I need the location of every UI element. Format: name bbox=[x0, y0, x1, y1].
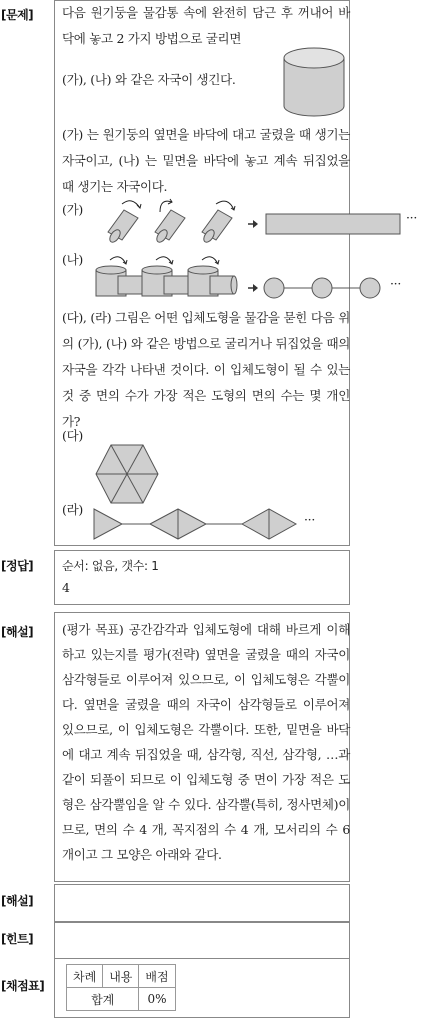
cylinder-figure bbox=[282, 46, 346, 120]
scoring-table bbox=[66, 964, 176, 1011]
scoring-total-label: 합계 bbox=[67, 988, 139, 1011]
label-na: (나) bbox=[62, 252, 83, 267]
triangle-print-ra bbox=[94, 507, 300, 541]
label-da: (다) bbox=[62, 428, 83, 443]
problem-paragraph-1b: (가), (나) 와 같은 자국이 생긴다. bbox=[62, 72, 236, 87]
explanation-text: (평가 목표) 공간감각과 입체도형에 대해 바르게 이해하고 있는지를 평가(전략) 옆면을 굴렸을 때의 자국이 삼각형들로 이루어져 있으므로, 이 입체도형은 각뿔이다. 옆면을 굴렸을 때의 자국이 삼각형들로 이루어져 있으므로, 이 입체도형은 각뿔이다. 또한, 밑면을 바닥에 대고 계속 뒤집었을 때, 삼각형, 직선, 삼각형, …과 같이 되풀이 되므로 이 입체도형 중 면이 가장 적은 도형은 삼각뿔임을 알 수 있다. 삼각뿔(특히, 정사면체)이므로, 면의 수 4 개, 꼭지점의 수 4 개, 모서리의 수 6 개이고 그 모양은 아래와 같다. bbox=[62, 622, 350, 862]
answer-value: 4 bbox=[62, 580, 70, 595]
rolling-cylinders-ga bbox=[100, 198, 250, 244]
problem-paragraph-2: (가) 는 원기둥의 옆면을 바닥에 대고 굴렸을 때 생기는 자국이고, (나) 는 밑면을 바닥에 놓고 계속 뒤집었을 때 생기는 자국이다. bbox=[62, 127, 350, 194]
ellipsis-na: ··· bbox=[390, 276, 402, 291]
label-scoring: [채점표] bbox=[1, 979, 45, 993]
label-problem: [문제] bbox=[1, 8, 34, 22]
label-explanation-2: [해설] bbox=[1, 894, 34, 908]
hexagon-print-da bbox=[94, 443, 160, 505]
print-dots-na bbox=[246, 276, 388, 300]
problem-paragraph-1: 다음 원기둥을 물감통 속에 완전히 담근 후 꺼내어 바닥에 놓고 2 가지 방법으로 굴리면 bbox=[62, 5, 350, 46]
ellipsis-ga: ··· bbox=[406, 210, 418, 225]
label-ra: (라) bbox=[62, 502, 83, 517]
problem-paragraph-3: (다), (라) 그림은 어떤 입체도형을 물감을 묻힌 다음 위의 (가), (나) 와 같은 방법으로 굴리거나 뒤집었을 때의 자국을 각각 나타낸 것이다. 이 입체도형이 될 수 있는 것 중 면의 수가 가장 적은 도형의 면의 수는 몇 개인가? bbox=[62, 310, 350, 429]
label-ga: (가) bbox=[62, 202, 83, 217]
label-explanation: [해설] bbox=[1, 625, 34, 639]
hint-box bbox=[54, 922, 350, 960]
answer-meta: 순서: 없음, 갯수: 1 bbox=[62, 559, 159, 573]
print-strip-ga bbox=[246, 212, 406, 236]
scoring-header-content: 내용 bbox=[103, 965, 139, 988]
scoring-header-points: 배점 bbox=[139, 965, 175, 988]
label-answer: [정답] bbox=[1, 559, 34, 573]
flipping-cylinders-na bbox=[94, 254, 240, 300]
explanation-box-2 bbox=[54, 884, 350, 922]
scoring-header-order: 차례 bbox=[67, 965, 103, 988]
ellipsis-ra: ··· bbox=[304, 512, 316, 527]
label-hint: [힌트] bbox=[1, 932, 34, 946]
scoring-total-value: 0% bbox=[139, 988, 175, 1011]
